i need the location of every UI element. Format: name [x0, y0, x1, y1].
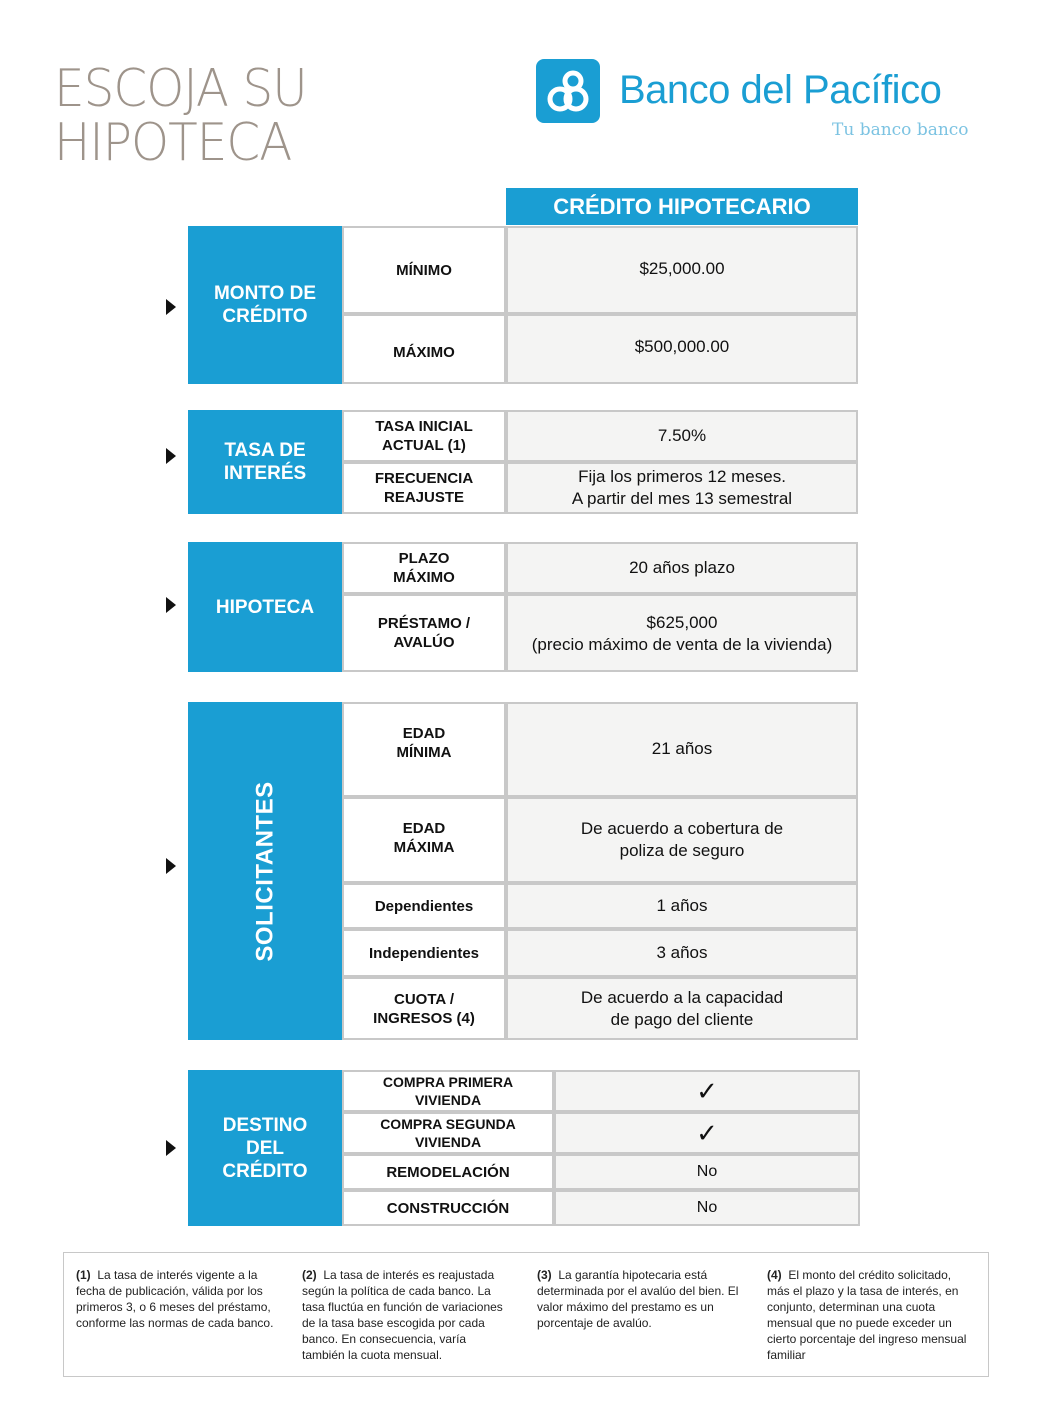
footnotes: [63, 1252, 989, 1377]
row-value: 20 años plazo: [506, 542, 858, 594]
page-title: [54, 59, 389, 173]
row-label: MÁXIMO: [342, 314, 506, 384]
row-label: MÍNIMO: [342, 226, 506, 314]
row-label: PLAZO MÁXIMO: [342, 542, 506, 594]
title-line-2: HIPOTECA: [54, 113, 292, 173]
brand-name: Banco del Pacífico: [619, 68, 942, 112]
footnote: (2) La tasa de interés es reajustada según la política de cada banco. La tasa fluctúa en función de variaciones de la tasa base escogida por cada banco. En consecuencia, varía también la cuota mensual.: [302, 1268, 503, 1362]
row-value: $500,000.00: [506, 314, 858, 384]
banco-pacifico-logo-icon: [536, 59, 600, 123]
checkmark-icon: ✓: [696, 1076, 718, 1106]
row-value: 3 años: [506, 929, 858, 977]
footnote: (1) La tasa de interés vigente a la fecha de publicación, válida por los primeros 3, o 6 meses del préstamo, conforme las normas de cada banco.: [76, 1268, 274, 1330]
row-label: EDAD MÍNIMA: [342, 702, 506, 797]
arrow-right-icon: [166, 1140, 176, 1156]
title-line-1: ESCOJA SU: [54, 59, 307, 119]
row-label: EDAD MÁXIMA: [342, 797, 506, 883]
arrow-right-icon: [166, 299, 176, 315]
row-value: No: [554, 1190, 860, 1226]
footnote: (4) El monto del crédito solicitado, más el plazo y la tasa de interés, en conjunto, determinan una cuota mensual que no puede exceder un cierto porcentaje del ingreso mensual familiar: [767, 1268, 967, 1362]
row-value: 7.50%: [506, 410, 858, 462]
arrow-right-icon: [166, 858, 176, 874]
row-value: [554, 1070, 860, 1112]
section-tasa: [188, 410, 860, 514]
row-label: REMODELACIÓN: [342, 1154, 554, 1190]
section-label-monto: MONTO DE CRÉDITO: [188, 226, 342, 384]
row-label: TASA INICIAL ACTUAL (1): [342, 410, 506, 462]
section-label-hipoteca: HIPOTECA: [188, 542, 342, 672]
row-value: 21 años: [506, 702, 858, 797]
row-label: CUOTA / INGRESOS (4): [342, 977, 506, 1040]
row-label: COMPRA SEGUNDA VIVIENDA: [342, 1112, 554, 1154]
section-label-tasa: TASA DE INTERÉS: [188, 410, 342, 514]
row-label: CONSTRUCCIÓN: [342, 1190, 554, 1226]
column-header: CRÉDITO HIPOTECARIO: [506, 188, 858, 225]
row-value: Fija los primeros 12 meses. A partir del mes 13 semestral: [506, 462, 858, 514]
row-label: Independientes: [342, 929, 506, 977]
row-label: PRÉSTAMO / AVALÚO: [342, 594, 506, 672]
section-monto: [188, 226, 860, 384]
row-value: De acuerdo a la capacidad de pago del cliente: [506, 977, 858, 1040]
row-value: $25,000.00: [506, 226, 858, 314]
section-hipoteca: [188, 542, 860, 672]
footnote: (3) La garantía hipotecaria está determinada por el avalúo del bien. El valor máximo del prestamo es un porcentaje de avalúo.: [537, 1268, 739, 1330]
row-value: De acuerdo a cobertura de poliza de seguro: [506, 797, 858, 883]
row-value: 1 años: [506, 883, 858, 929]
section-destino: [188, 1070, 860, 1226]
row-value: No: [554, 1154, 860, 1190]
brand-slogan: Tu banco banco: [832, 120, 969, 140]
row-label: COMPRA PRIMERA VIVIENDA: [342, 1070, 554, 1112]
section-solicitantes: [188, 702, 860, 1040]
row-label: FRECUENCIA REAJUSTE: [342, 462, 506, 514]
arrow-right-icon: [166, 448, 176, 464]
section-label-destino: DESTINO DEL CRÉDITO: [188, 1070, 342, 1226]
row-value: [554, 1112, 860, 1154]
row-value: $625,000 (precio máximo de venta de la vivienda): [506, 594, 858, 672]
section-label-solicitantes: SOLICITANTES: [188, 702, 342, 1040]
arrow-right-icon: [166, 597, 176, 613]
checkmark-icon: ✓: [696, 1118, 718, 1148]
row-label: Dependientes: [342, 883, 506, 929]
